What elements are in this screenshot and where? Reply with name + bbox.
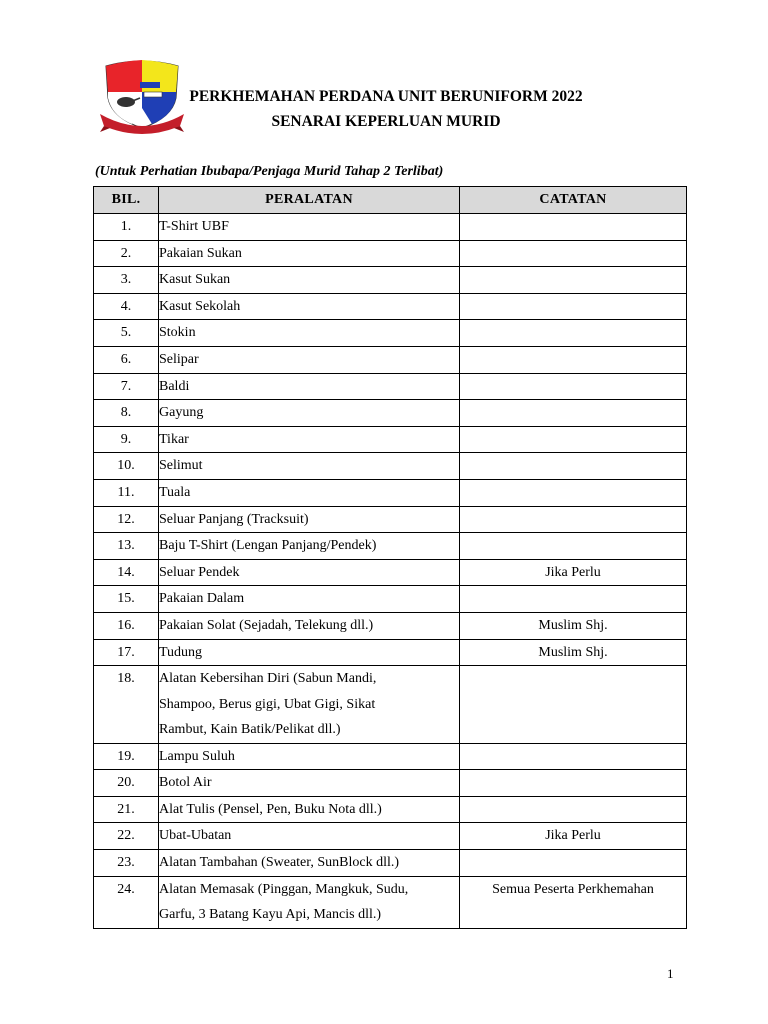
table-row	[94, 639, 687, 666]
row-number: 19.	[94, 743, 159, 770]
row-number: 18.	[94, 666, 159, 744]
row-number: 3.	[94, 267, 159, 294]
row-item: Alat Tulis (Pensel, Pen, Buku Nota dll.)	[159, 796, 460, 823]
row-item: Ubat-Ubatan	[159, 823, 460, 850]
row-note	[460, 666, 687, 744]
row-item-line: Rambut, Kain Batik/Pelikat dll.)	[159, 722, 341, 738]
row-note	[460, 586, 687, 613]
row-note	[460, 214, 687, 241]
row-note	[460, 400, 687, 427]
table-row	[94, 586, 687, 613]
table-row	[94, 453, 687, 480]
row-item: Baju T-Shirt (Lengan Panjang/Pendek)	[159, 533, 460, 560]
table-row	[94, 612, 687, 639]
row-number: 6.	[94, 346, 159, 373]
attention-note: (Untuk Perhatian Ibubapa/Penjaga Murid Tahap 2 Terlibat)	[95, 164, 444, 179]
row-number: 10.	[94, 453, 159, 480]
row-number: 15.	[94, 586, 159, 613]
row-item: Kasut Sukan	[159, 267, 460, 294]
row-note	[460, 426, 687, 453]
row-number: 21.	[94, 796, 159, 823]
row-item: T-Shirt UBF	[159, 214, 460, 241]
school-crest-icon	[100, 58, 184, 134]
row-number: 23.	[94, 849, 159, 876]
table-row	[94, 426, 687, 453]
row-item: Alatan Tambahan (Sweater, SunBlock dll.)	[159, 849, 460, 876]
row-note	[460, 240, 687, 267]
row-note	[460, 770, 687, 797]
row-number: 14.	[94, 559, 159, 586]
table-row	[94, 373, 687, 400]
row-note: Jika Perlu	[460, 559, 687, 586]
row-item: Baldi	[159, 373, 460, 400]
row-item	[159, 876, 460, 928]
row-item: Botol Air	[159, 770, 460, 797]
row-number: 16.	[94, 612, 159, 639]
row-item: Pakaian Dalam	[159, 586, 460, 613]
row-item	[159, 666, 460, 744]
row-item: Selipar	[159, 346, 460, 373]
table-row	[94, 770, 687, 797]
row-note: Muslim Shj.	[460, 639, 687, 666]
row-note	[460, 743, 687, 770]
table-row	[94, 849, 687, 876]
row-number: 17.	[94, 639, 159, 666]
row-item-line: Alatan Memasak (Pinggan, Mangkuk, Sudu,	[159, 881, 409, 897]
row-number: 24.	[94, 876, 159, 928]
row-number: 20.	[94, 770, 159, 797]
row-number: 2.	[94, 240, 159, 267]
row-number: 5.	[94, 320, 159, 347]
table-row	[94, 823, 687, 850]
row-note	[460, 373, 687, 400]
row-number: 13.	[94, 533, 159, 560]
document-subtitle: SENARAI KEPERLUAN MURID	[271, 113, 501, 130]
equipment-table	[93, 186, 687, 929]
row-note: Muslim Shj.	[460, 612, 687, 639]
row-note	[460, 320, 687, 347]
table-header-row	[94, 187, 687, 214]
row-number: 22.	[94, 823, 159, 850]
document-title: PERKHEMAHAN PERDANA UNIT BERUNIFORM 2022	[189, 88, 583, 105]
row-item: Gayung	[159, 400, 460, 427]
row-item: Pakaian Solat (Sejadah, Telekung dll.)	[159, 612, 460, 639]
table-row	[94, 320, 687, 347]
row-number: 7.	[94, 373, 159, 400]
row-note	[460, 453, 687, 480]
row-item: Seluar Panjang (Tracksuit)	[159, 506, 460, 533]
table-row	[94, 666, 687, 744]
row-number: 12.	[94, 506, 159, 533]
row-note	[460, 267, 687, 294]
row-note	[460, 293, 687, 320]
row-note: Jika Perlu	[460, 823, 687, 850]
row-item: Tuala	[159, 479, 460, 506]
table-row	[94, 479, 687, 506]
table-row	[94, 293, 687, 320]
row-item: Pakaian Sukan	[159, 240, 460, 267]
row-number: 11.	[94, 479, 159, 506]
row-number: 4.	[94, 293, 159, 320]
row-note	[460, 346, 687, 373]
row-item: Stokin	[159, 320, 460, 347]
table-row	[94, 400, 687, 427]
row-item: Selimut	[159, 453, 460, 480]
table-row	[94, 506, 687, 533]
table-row	[94, 559, 687, 586]
row-note	[460, 533, 687, 560]
table-row	[94, 796, 687, 823]
row-note	[460, 479, 687, 506]
table-row	[94, 267, 687, 294]
table-row	[94, 533, 687, 560]
row-note	[460, 796, 687, 823]
table-row	[94, 240, 687, 267]
row-number: 8.	[94, 400, 159, 427]
row-number: 1.	[94, 214, 159, 241]
row-item-line: Alatan Kebersihan Diri (Sabun Mandi,	[159, 671, 377, 687]
row-item: Tikar	[159, 426, 460, 453]
table-row	[94, 876, 687, 928]
header-bil: BIL.	[94, 187, 159, 214]
row-number: 9.	[94, 426, 159, 453]
row-item-line: Shampoo, Berus gigi, Ubat Gigi, Sikat	[159, 696, 376, 712]
row-item: Kasut Sekolah	[159, 293, 460, 320]
page-number: 1	[667, 966, 674, 981]
table-row	[94, 346, 687, 373]
table-row	[94, 214, 687, 241]
row-note	[460, 849, 687, 876]
row-item: Seluar Pendek	[159, 559, 460, 586]
header-catatan: CATATAN	[460, 187, 687, 214]
table-row	[94, 743, 687, 770]
header-peralatan: PERALATAN	[159, 187, 460, 214]
row-note	[460, 506, 687, 533]
row-item: Tudung	[159, 639, 460, 666]
row-item: Lampu Suluh	[159, 743, 460, 770]
row-item-line: Garfu, 3 Batang Kayu Api, Mancis dll.)	[159, 907, 382, 923]
row-note: Semua Peserta Perkhemahan	[460, 876, 687, 928]
